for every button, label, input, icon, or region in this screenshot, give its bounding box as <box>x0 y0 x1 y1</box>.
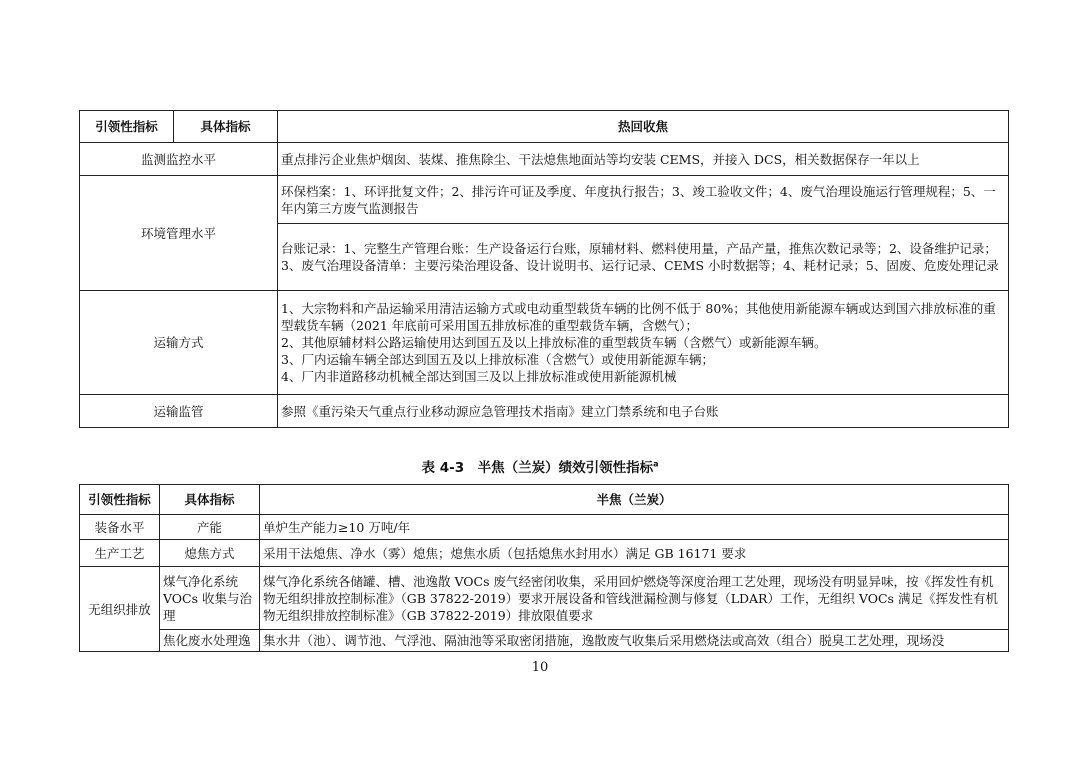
indicator-table-semi-coke <box>79 484 1009 652</box>
row-item-capacity: 产能 <box>160 515 260 540</box>
table2-header-indicator: 引领性指标 <box>80 485 160 515</box>
table2-header-specific: 具体指标 <box>160 485 260 515</box>
row-item-vocs: 煤气净化系统 VOCs 收集与治理 <box>160 567 260 630</box>
row-text-wastewater: 集水井（池）、调节池、气浮池、隔油池等采取密闭措施，逸散废气收集后采用燃烧法或高效（组合）脱臭工艺处理，现场没 <box>260 630 1009 652</box>
row-label-transport-monitor: 运输监管 <box>80 395 278 428</box>
row-item-quenching: 熄焦方式 <box>160 540 260 567</box>
table2-header-row <box>80 485 1009 515</box>
table-row <box>80 630 1009 652</box>
row-text-vocs: 煤气净化系统各储罐、槽、池逸散 VOCs 废气经密闭收集，采用回炉燃烧等深度治理工艺处理，现场没有明显异味，按《挥发性有机物无组织排放控制标准》（GB 37822-2019）要求开展设备和管线泄漏检测与修复（LDAR）工作，无组织 VOCs 满足《挥发性有机物无组织排放控制标准》（GB 37822-2019）排放限值要求 <box>260 567 1009 630</box>
row-text-transport-monitor: 参照《重污染天气重点行业移动源应急管理技术指南》建立门禁系统和电子台账 <box>278 395 1009 428</box>
row-item-wastewater: 焦化废水处理逸 <box>160 630 260 652</box>
row-text-transport <box>278 291 1009 395</box>
caption-text: 表 4-3 半焦（兰炭）绩效引领性指标 <box>421 460 654 476</box>
row-label-monitoring: 监测监控水平 <box>80 143 278 176</box>
row-label-env-mgmt: 环境管理水平 <box>80 176 278 291</box>
table2-header-category: 半焦（兰炭） <box>260 485 1009 515</box>
row-text-capacity: 单炉生产能力≥10 万吨/年 <box>260 515 1009 540</box>
transport-line-4: 4、厂内非道路移动机械全部达到国三及以上排放标准或使用新能源机械 <box>281 369 677 384</box>
row-text-env-archives: 环保档案：1、环评批复文件；2、排污许可证及季度、年度执行报告；3、竣工验收文件；4、废气治理设施运行管理规程；5、一年内第三方废气监测报告 <box>278 176 1009 224</box>
row-text-quenching: 采用干法熄焦、净水（雾）熄焦；熄焦水质（包括熄焦水封用水）满足 GB 16171 要求 <box>260 540 1009 567</box>
table-row <box>80 567 1009 630</box>
table-row <box>80 515 1009 540</box>
caption-footnote-marker: a <box>653 459 659 469</box>
row-text-env-ledger: 台账记录：1、完整生产管理台账：生产设备运行台账，原辅材料、燃料使用量，产品产量，推焦次数记录等；2、设备维护记录；3、废气治理设备清单：主要污染治理设备、设计说明书、运行记录、CEMS 小时数据等；4、耗材记录；5、固废、危废处理记录 <box>278 224 1009 291</box>
row-label-transport: 运输方式 <box>80 291 278 395</box>
table-row <box>80 540 1009 567</box>
table1-header-category: 热回收焦 <box>278 111 1009 143</box>
transport-line-1: 1、大宗物料和产品运输采用清洁运输方式或电动重型载货车辆的比例不低于 80%；其他使用新能源车辆或达到国六排放标准的重型载货车辆（2021 年底前可采用国五排放标准的重型载货车辆，含燃气）； <box>281 301 996 333</box>
indicator-table-heat-recovery-coke <box>79 110 1009 428</box>
table1-header-indicator: 引领性指标 <box>80 111 174 143</box>
row-category-fugitive: 无组织排放 <box>80 567 160 652</box>
row-category-process: 生产工艺 <box>80 540 160 567</box>
table-caption <box>0 456 1080 476</box>
table-row <box>80 395 1009 428</box>
table1-header-row <box>80 111 1009 143</box>
row-text-monitoring: 重点排污企业焦炉烟囱、装煤、推焦除尘、干法熄焦地面站等均安装 CEMS，并接入 DCS，相关数据保存一年以上 <box>278 143 1009 176</box>
table-row <box>80 176 1009 224</box>
page-number: 10 <box>531 660 549 675</box>
row-category-equipment: 装备水平 <box>80 515 160 540</box>
transport-line-2: 2、其他原辅材料公路运输使用达到国五及以上排放标准的重型载货车辆（含燃气）或新能源车辆。 <box>281 335 827 350</box>
transport-line-3: 3、厂内运输车辆全部达到国五及以上排放标准（含燃气）或使用新能源车辆； <box>281 352 714 367</box>
table1-header-specific: 具体指标 <box>174 111 278 143</box>
table-row <box>80 143 1009 176</box>
table-row <box>80 291 1009 395</box>
